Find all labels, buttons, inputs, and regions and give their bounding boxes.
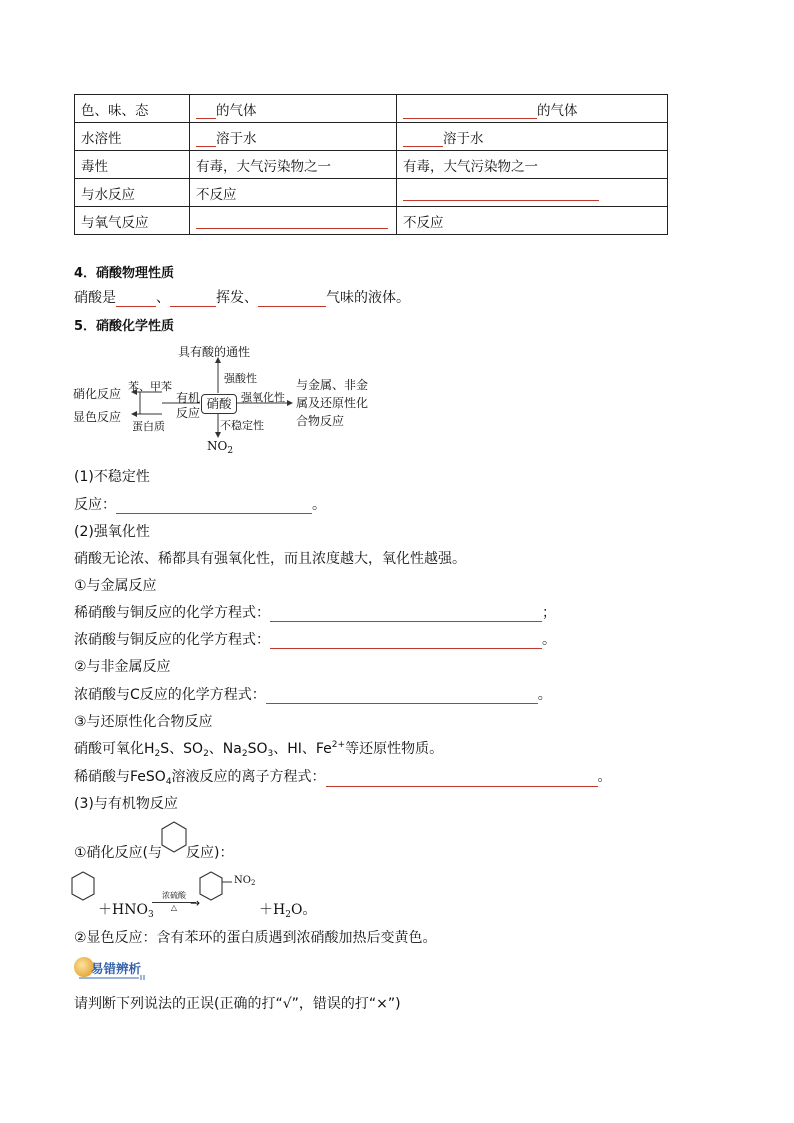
feso4-reaction-line: 稀硝酸与FeSO$_4$溶液反应的离子方程式： 。 [74,769,612,787]
error-analysis-logo [73,956,151,980]
answer-blank[interactable] [403,186,599,201]
carbon-reaction-line: 浓硝酸与C反应的化学方程式： 。 [74,687,552,703]
nitrobenzene-ring-icon [198,870,234,908]
nonmetal-reaction-heading: ②与非金属反应 [74,659,171,675]
no2-group-label: $NO_2$ [234,875,256,887]
instability-reaction-line: 反应： 。 [74,497,326,513]
row-label: 水溶性 [75,123,190,151]
table-row [75,151,668,179]
water-term: $+H_2O$。 [259,902,317,920]
catalyst-label: 浓硫酸 [162,891,186,900]
judge-instruction: 请判断下列说法的正误(正确的打“√”，错误的打“×”) [74,996,401,1012]
physical-properties-line: 硝酸是 、 挥发、 气味的液体。 [74,290,410,306]
reducing-compound-heading: ③与还原性化合物反应 [74,714,213,730]
table-row [75,207,668,235]
answer-blank[interactable] [326,772,598,787]
section-heading: 5．硝酸化学性质 [74,319,175,334]
row-label: 毒性 [75,151,190,179]
instability-label: 不稳定性 [220,419,264,432]
color-reaction-line: ②显色反应：含有苯环的蛋白质遇到浓硝酸加热后变黄色。 [74,930,437,946]
answer-cell: 的气体 [397,95,668,123]
table-row [75,179,668,207]
answer-blank[interactable] [270,634,542,649]
answer-blank[interactable] [403,104,537,119]
properties-table [74,94,668,235]
strong-oxidizer-label: 强氧化性 [241,391,285,404]
subsection-title: (3)与有机物反应 [74,796,178,812]
table-cell: 不反应 [397,207,668,235]
answer-blank[interactable] [270,607,542,622]
concentrated-copper-line: 浓硝酸与铜反应的化学方程式： 。 [74,632,556,648]
answer-cell: 的气体 [190,95,397,123]
right-label-2: 属及还原性化 [296,396,369,410]
nitration-label: 硝化反应 [73,387,122,401]
strong-acid-label: 强酸性 [224,372,257,385]
answer-blank[interactable] [170,292,216,307]
color-reaction-label: 显色反应 [73,410,122,424]
table-cell: 不反应 [190,179,397,207]
table-row [75,123,668,151]
reducing-substances-line: 硝酸可氧化$H_2S$、$SO_2$、$Na_2SO_3$、HI、$Fe^{2+}$等还原性物质。 [74,740,444,759]
answer-blank[interactable] [116,499,312,514]
answer-blank[interactable] [266,689,538,704]
protein-label: 蛋白质 [132,420,165,433]
answer-blank[interactable] [116,292,156,307]
section-heading: 4．硝酸物理性质 [74,266,175,281]
nitration-line: ①硝化反应(与 反应)： [74,845,234,861]
row-label: 与氧气反应 [75,207,190,235]
benzene-label: 苯、甲苯 [128,380,172,393]
hno3-term: $+HNO_3$ [98,902,154,920]
dilute-copper-line: 稀硝酸与铜反应的化学方程式： ； [74,605,556,621]
reaction-arrowhead: → [190,896,201,910]
row-label: 色、味、态 [75,95,190,123]
metal-reaction-heading: ①与金属反应 [74,578,157,594]
oxidizer-description: 硝酸无论浓、稀都具有强氧化性，而且浓度越大，氧化性越强。 [74,551,466,567]
organic-label-1: 有机 [176,391,201,405]
answer-blank[interactable] [258,292,326,307]
answer-cell: 溶于水 [190,123,397,151]
benzene-ring-icon [160,820,188,858]
answer-blank[interactable] [196,214,388,229]
answer-blank[interactable] [196,132,216,147]
subsection-title: (2)强氧化性 [74,524,150,540]
table-cell: 有毒，大气污染物之一 [397,151,668,179]
answer-blank[interactable] [403,132,443,147]
table-row [75,95,668,123]
no2-label: $NO_2$ [207,439,234,456]
organic-label-2: 反应 [176,406,201,420]
nitric-acid-properties-diagram [70,338,390,458]
acid-general-label: 具有酸的通性 [178,345,251,359]
answer-cell [397,179,668,207]
benzene-ring-icon [70,870,96,908]
nitric-acid-box: 硝酸 [201,394,237,414]
heat-label: △ [170,903,178,912]
logo-text: 易错辨析 [91,961,142,976]
answer-cell: 溶于水 [397,123,668,151]
right-label-3: 合物反应 [296,414,345,428]
answer-blank[interactable] [196,104,216,119]
subsection-title: (1)不稳定性 [74,469,150,485]
table-cell: 有毒，大气污染物之一 [190,151,397,179]
row-label: 与水反应 [75,179,190,207]
right-label-1: 与金属、非金 [296,378,369,392]
answer-cell [190,207,397,235]
